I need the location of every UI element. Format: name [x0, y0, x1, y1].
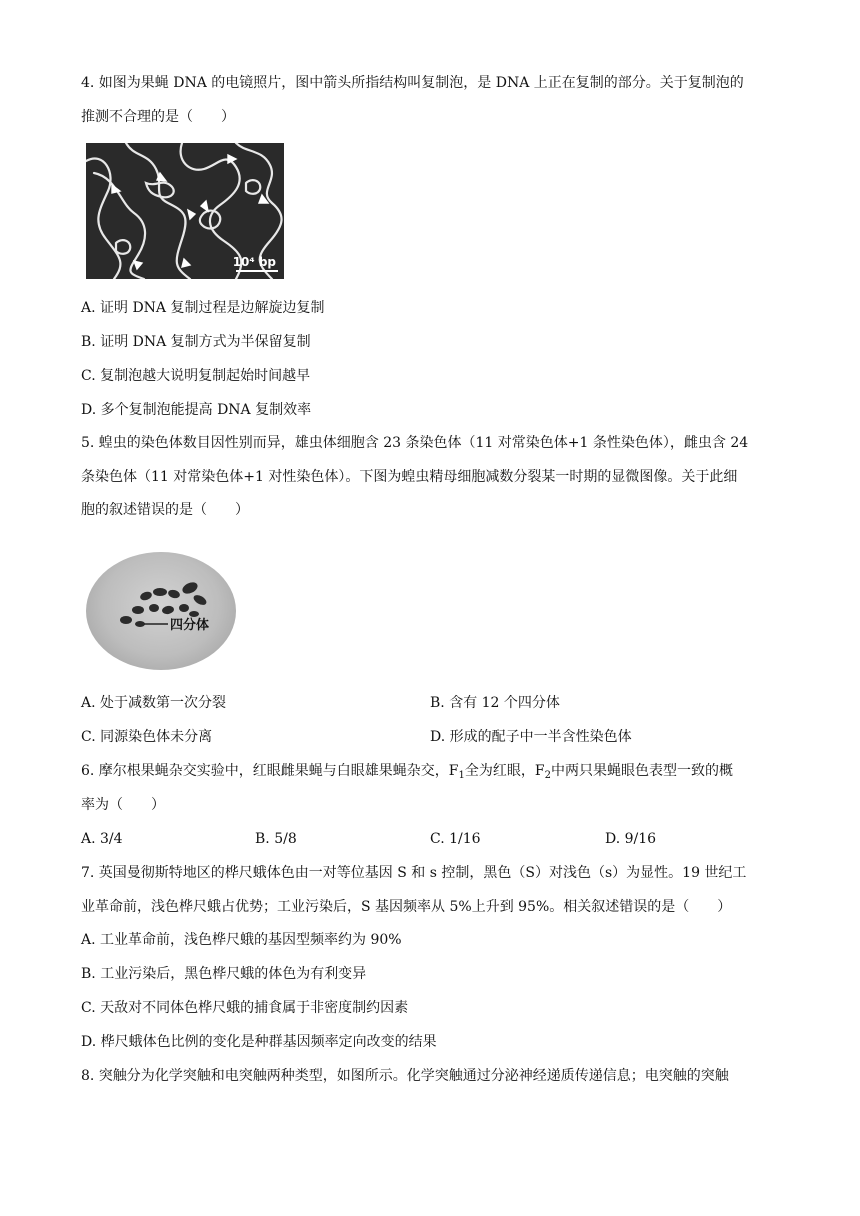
- q7-option-a: A. 工业革命前，浅色桦尺蛾的基因型频率约为 90%: [81, 932, 402, 948]
- meiosis-micrograph: [86, 552, 236, 670]
- q5-option-a: A. 处于减数第一次分裂: [81, 695, 227, 711]
- q4-option-b: B. 证明 DNA 复制方式为半保留复制: [81, 334, 311, 350]
- q6-option-a: A. 3/4: [81, 831, 123, 847]
- q7-option-c: C. 天敌对不同体色桦尺蛾的捕食属于非密度制约因素: [81, 1000, 409, 1016]
- q7-option-b: B. 工业污染后，黑色桦尺蛾的体色为有利变异: [81, 966, 367, 982]
- q6-option-b: B. 5/8: [255, 831, 297, 847]
- q6-stem-line2: 率为（ ）: [81, 797, 165, 813]
- q7-option-d: D. 桦尺蛾体色比例的变化是种群基因频率定向改变的结果: [81, 1034, 437, 1050]
- q6-option-d: D. 9/16: [605, 831, 657, 847]
- q7-stem-line1: 7. 英国曼彻斯特地区的桦尺蛾体色由一对等位基因 S 和 s 控制，黑色（S）对浅色（s）为显性。19 世纪工: [81, 865, 747, 881]
- q5-option-c: C. 同源染色体未分离: [81, 729, 213, 745]
- tetrad-label: 四分体: [170, 618, 210, 633]
- micrograph-scale-label: 10⁴ bp: [232, 255, 276, 269]
- q6-stem-line1: 6. 摩尔根果蝇杂交实验中，红眼雌果蝇与白眼雄果蝇杂交，$F_1$全为红眼，$F_2$中两只果蝇眼色表型一致的概: [81, 763, 733, 781]
- chromosome-cluster: [86, 552, 236, 670]
- q4-stem-line2: 推测不合理的是（ ）: [81, 109, 235, 125]
- q5-option-d: D. 形成的配子中一半含性染色体: [430, 729, 632, 745]
- q5-option-b: B. 含有 12 个四分体: [430, 695, 560, 711]
- q8-stem-line1: 8. 突触分为化学突触和电突触两种类型，如图所示。化学突触通过分泌神经递质传递信息；电突触的突触: [81, 1068, 729, 1084]
- q4-option-c: C. 复制泡越大说明复制起始时间越早: [81, 368, 311, 384]
- q7-stem-line2: 业革命前，浅色桦尺蛾占优势；工业污染后，S 基因频率从 5%上升到 95%。相关叙述错误的是（ ）: [81, 899, 732, 915]
- q5-stem-line1: 5. 蝗虫的染色体数目因性别而异，雄虫体细胞含 23 条染色体（11 对常染色体+1 条性染色体），雌虫含 24: [81, 435, 749, 451]
- q5-stem-line3: 胞的叙述错误的是（ ）: [81, 502, 249, 518]
- arrow-icons: [112, 155, 268, 269]
- q4-option-a: A. 证明 DNA 复制过程是边解旋边复制: [81, 300, 325, 316]
- q6-option-c: C. 1/16: [430, 831, 481, 847]
- dna-electron-micrograph: [86, 143, 284, 279]
- q4-stem-line1: 4. 如图为果蝇 DNA 的电镜照片，图中箭头所指结构叫复制泡，是 DNA 上正在复制的部分。关于复制泡的: [81, 75, 744, 91]
- q4-option-d: D. 多个复制泡能提高 DNA 复制效率: [81, 402, 312, 418]
- q5-stem-line2: 条染色体（11 对常染色体+1 对性染色体）。下图为蝗虫精母细胞减数分裂某一时期的显微图像。关于此细: [81, 469, 738, 485]
